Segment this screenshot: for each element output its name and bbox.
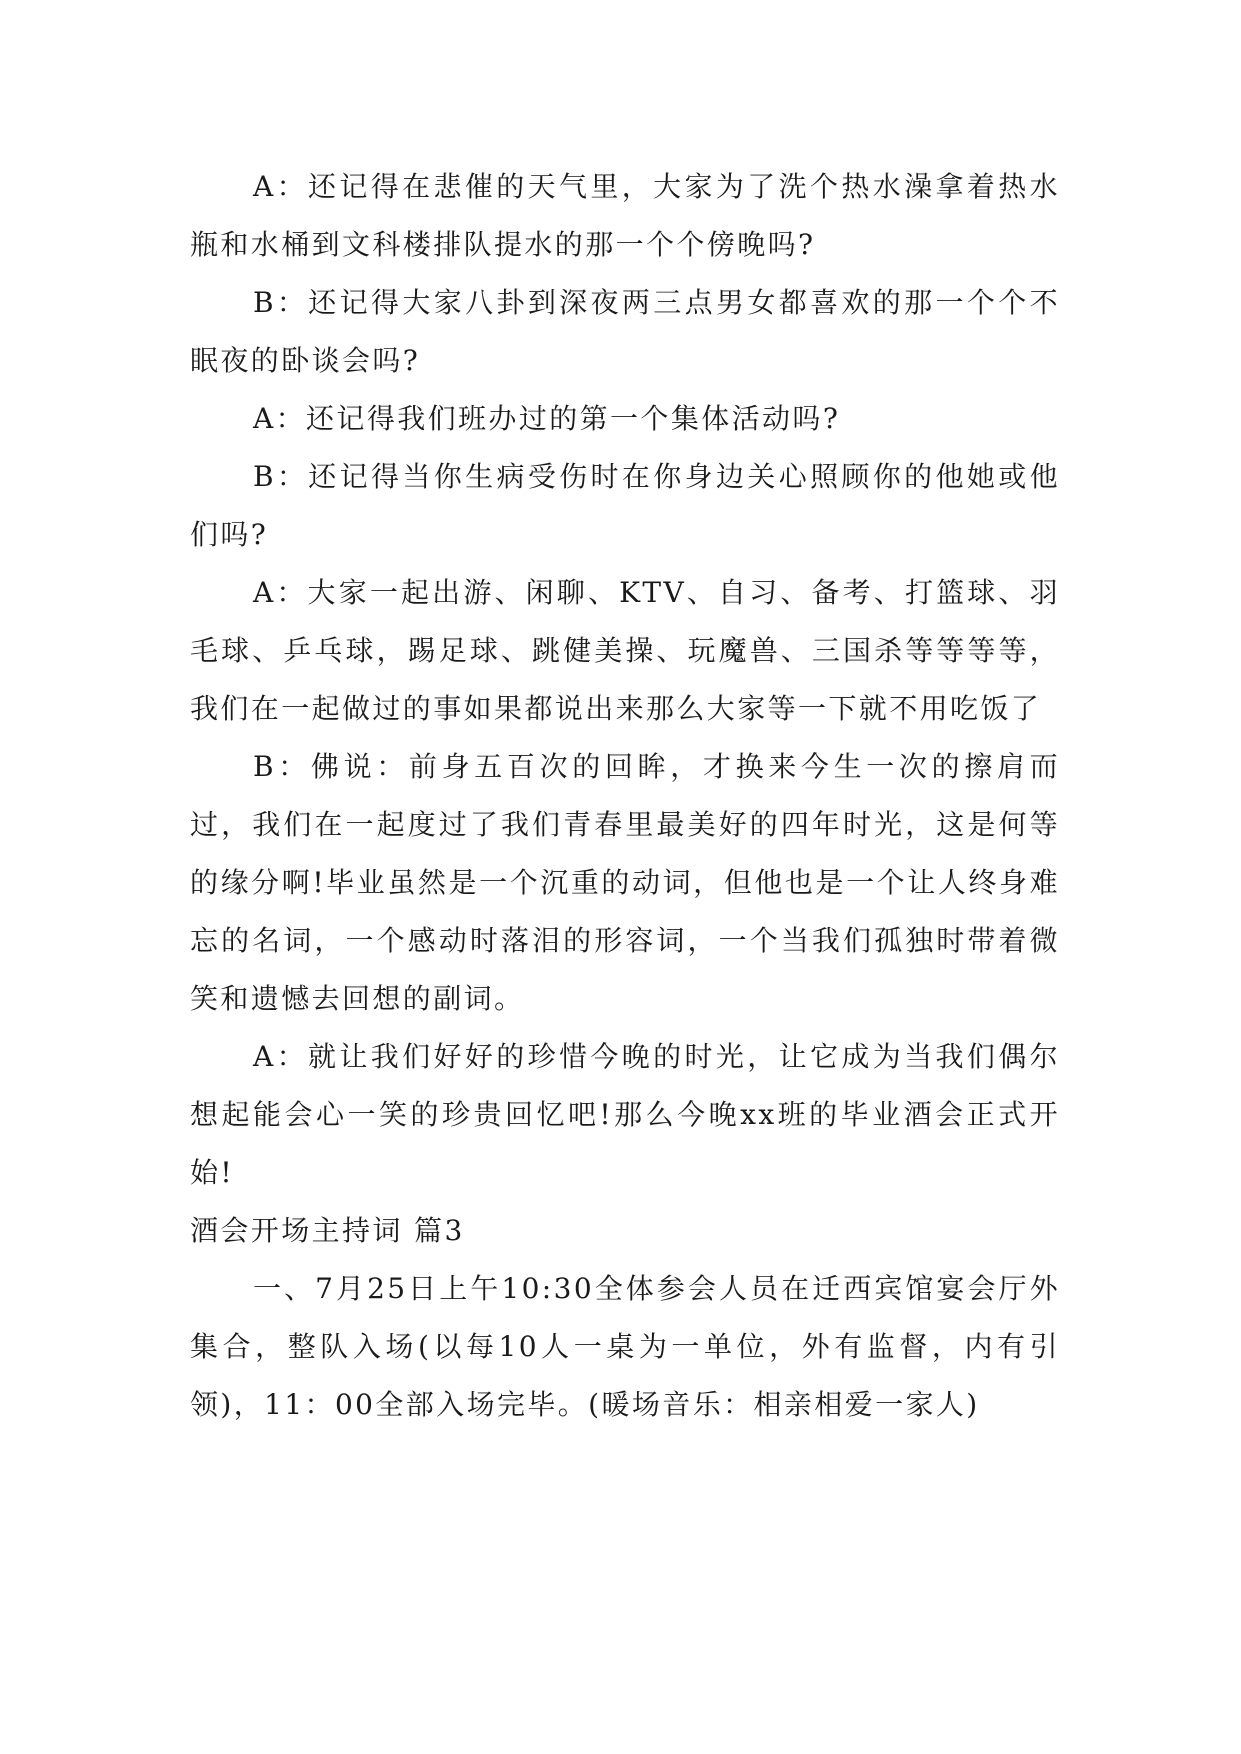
dialogue-paragraph: B：还记得大家八卦到深夜两三点男女都喜欢的那一个个不眠夜的卧谈会吗? <box>190 286 1060 377</box>
dialogue-paragraph: A：还记得我们班办过的第一个集体活动吗? <box>253 402 841 435</box>
dialogue-paragraph: B：佛说：前身五百次的回眸，才换来今生一次的擦肩而过，我们在一起度过了我们青春里最美好的四年时光，这是何等的缘分啊!毕业虽然是一个沉重的动词，但他也是一个让人终身难忘的名词，一个感动时落泪的形容词，一个当我们孤独时带着微笑和遗憾去回想的副词。 <box>190 750 1060 1015</box>
dialogue-paragraph: A：还记得在悲催的天气里，大家为了洗个热水澡拿着热水瓶和水桶到文科楼排队提水的那一个个傍晚吗? <box>190 170 1060 261</box>
dialogue-paragraph: A：就让我们好好的珍惜今晚的时光，让它成为当我们偶尔想起能会心一笑的珍贵回忆吧!那么今晚xx班的毕业酒会正式开始! <box>190 1040 1060 1189</box>
section-heading: 酒会开场主持词 篇3 <box>190 1214 465 1247</box>
section-paragraph: 一、7月25日上午10:30全体参会人员在迁西宾馆宴会厅外集合，整队入场(以每10人一桌为一单位，外有监督，内有引领)，11：00全部入场完毕。(暖场音乐：相亲相爱一家人) <box>190 1272 1060 1421</box>
dialogue-paragraph: B：还记得当你生病受伤时在你身边关心照顾你的他她或他们吗? <box>190 460 1060 551</box>
document-body <box>190 158 1060 1434</box>
dialogue-paragraph: A：大家一起出游、闲聊、KTV、自习、备考、打篮球、羽毛球、乒乓球，踢足球、跳健美操、玩魔兽、三国杀等等等等，我们在一起做过的事如果都说出来那么大家等一下就不用吃饭了 <box>190 576 1060 725</box>
